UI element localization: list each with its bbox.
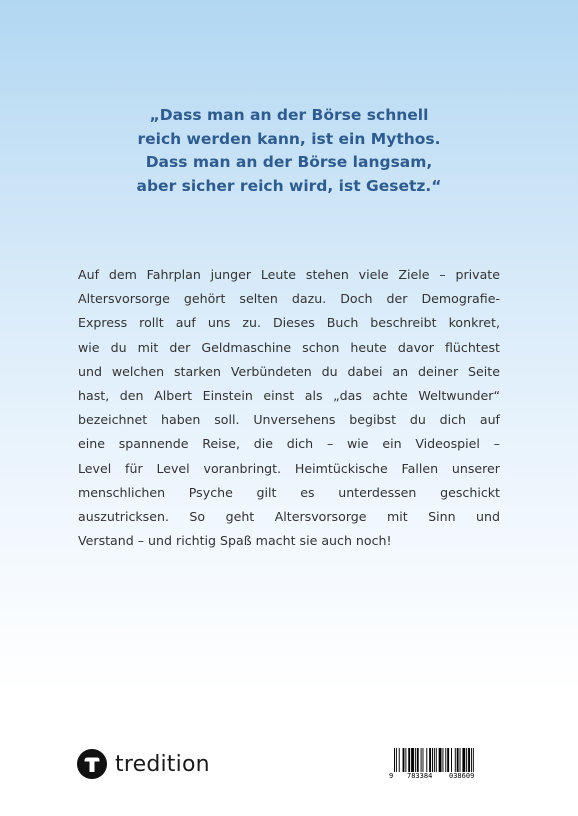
- barcode-bar: [468, 748, 470, 772]
- tredition-logo-icon: [77, 749, 107, 779]
- blurb-line: bezeichnet haben soll. Unversehens begibst du dich auf: [78, 412, 500, 428]
- barcode-bar: [408, 748, 410, 772]
- barcode-bar: [396, 748, 397, 772]
- barcode-bar: [455, 748, 456, 772]
- isbn-barcode: [388, 744, 492, 784]
- cover-quote: [0, 104, 578, 198]
- barcode-bar: [473, 748, 474, 772]
- barcode-bar: [426, 748, 427, 772]
- barcode-bar: [432, 748, 433, 772]
- barcode-bar: [462, 748, 465, 772]
- quote-line: aber sicher reich wird, ist Gesetz.“: [136, 176, 442, 195]
- barcode-bar: [466, 748, 467, 772]
- blurb-line: auszutricksen. So geht Altersvorsorge mit Sinn und: [78, 509, 500, 525]
- barcode-bar: [394, 748, 395, 772]
- barcode-bar: [405, 748, 406, 772]
- blurb-line: Level für Level voranbringt. Heimtückische Fallen unserer: [78, 460, 500, 476]
- barcode-bar: [439, 748, 442, 772]
- barcode-digit-first: 9: [389, 772, 394, 780]
- barcode-bar: [415, 748, 416, 772]
- barcode-bar: [417, 748, 419, 772]
- publisher-logo: [77, 748, 210, 780]
- blurb-line: Verstand – und richtig Spaß macht sie auch noch!: [78, 533, 392, 549]
- barcode-bar: [457, 748, 459, 772]
- barcode-bar: [403, 748, 405, 772]
- barcode-digits-right: 038609: [449, 772, 475, 780]
- blurb-line: hast, den Albert Einstein einst als „das achte Weltwunder“: [78, 388, 500, 404]
- barcode-bar: [471, 748, 472, 772]
- barcode-bar: [447, 748, 449, 772]
- barcode-bar: [451, 748, 452, 772]
- quote-line: reich werden kann, ist ein Mythos.: [137, 129, 441, 148]
- barcode-bar: [429, 748, 431, 772]
- quote-line: Dass man an der Börse langsam,: [145, 153, 433, 172]
- barcode-bar: [460, 748, 461, 772]
- barcode-bar: [411, 748, 414, 772]
- barcode-bar: [399, 748, 400, 772]
- barcode-bar: [442, 748, 443, 772]
- blurb-line: Auf dem Fahrplan junger Leute stehen viele Ziele – private: [78, 267, 500, 282]
- blurb-line: Altersvorsorge gehört selten dazu. Doch der Demografie-: [78, 291, 500, 307]
- publisher-name: tredition: [115, 751, 210, 777]
- blurb-line: Express rollt auf uns zu. Dieses Buch beschreibt konkret,: [78, 315, 500, 331]
- barcode-bar: [423, 748, 424, 772]
- barcode-bar: [421, 748, 422, 772]
- barcode-bar: [445, 748, 446, 772]
- blurb-line: wie du mit der Geldmaschine schon heute davor flüchtest: [78, 339, 500, 355]
- blurb-line: eine spannende Reise, die dich – wie ein Videospiel –: [78, 436, 500, 452]
- book-blurb: [78, 263, 500, 553]
- barcode-bar: [434, 748, 435, 772]
- barcode-bars: [394, 748, 486, 772]
- barcode-bar: [436, 748, 437, 772]
- quote-line: „Dass man an der Börse schnell: [149, 106, 429, 124]
- blurb-line: und welchen starken Verbündeten du dabei an deiner Seite: [78, 363, 500, 379]
- barcode-digits-left: 783384: [407, 772, 433, 780]
- blurb-line: menschlichen Psyche gilt es unterdessen geschickt: [78, 484, 500, 500]
